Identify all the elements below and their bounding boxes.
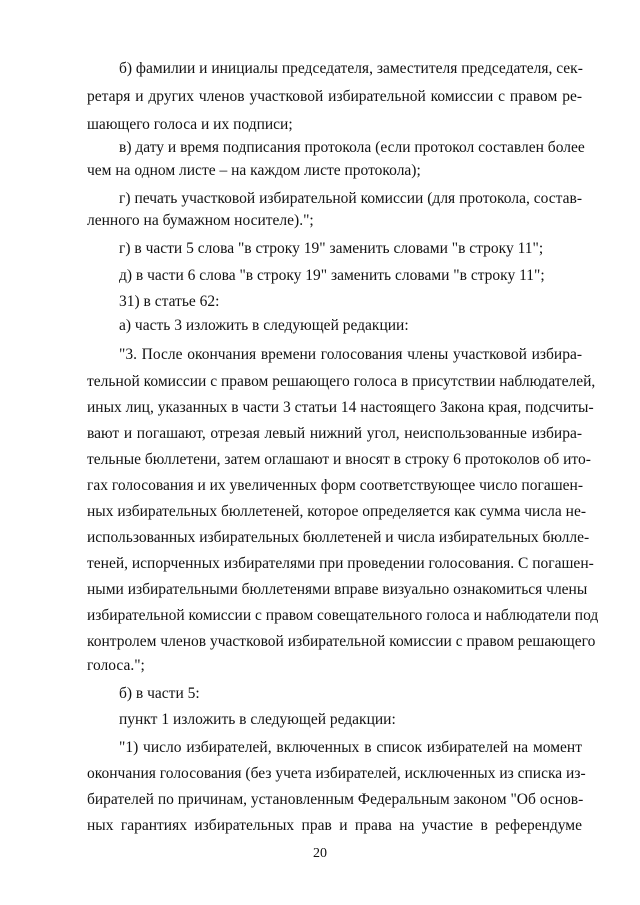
text-line: теней, испорченных избирателями при проведении голосования. С погашен- <box>87 555 594 572</box>
text-line: голоса."; <box>87 657 145 674</box>
text-line: "1) число избирателей, включенных в список избирателей на момент <box>119 739 582 756</box>
text-line: избирательной комиссии с правом совещательного голоса и наблюдатели под <box>87 607 599 624</box>
text-line: 31) в статье 62: <box>119 293 220 310</box>
text-line: окончания голосования (без учета избирателей, исключенных из списка из- <box>87 765 586 782</box>
text-line: д) в части 6 слова "в строку 19" заменить словами "в строку 11"; <box>119 267 545 284</box>
text-line: б) фамилии и инициалы председателя, заместителя председателя, сек- <box>119 60 583 77</box>
text-line: "3. После окончания времени голосования члены участковой избира- <box>119 346 582 363</box>
text-line: шающего голоса и их подписи; <box>87 116 293 133</box>
text-line: г) в части 5 слова "в строку 19" заменить словами "в строку 11"; <box>119 240 544 257</box>
text-line: а) часть 3 изложить в следующей редакции: <box>119 317 409 334</box>
text-line: тельные бюллетени, затем оглашают и вносят в строку 6 протоколов об ито- <box>87 451 591 468</box>
text-line: ных гарантиях избирательных прав и права на участие в референдуме <box>87 817 582 834</box>
text-line: г) печать участковой избирательной комиссии (для протокола, состав- <box>119 190 582 207</box>
text-line: вают и погашают, отрезая левый нижний угол, неиспользованные избира- <box>87 425 582 442</box>
text-line: гах голосования и их увеличенных форм соответствующее число погашен- <box>87 477 583 494</box>
text-line: пункт 1 изложить в следующей редакции: <box>119 711 396 728</box>
text-line: ных избирательных бюллетеней, которое определяется как сумма числа не- <box>87 503 586 520</box>
text-line: ретаря и других членов участковой избирательной комиссии с правом ре- <box>87 88 582 105</box>
text-line: ными избирательными бюллетенями вправе визуально ознакомиться члены <box>87 581 588 598</box>
page-number: 20 <box>313 846 327 861</box>
text-line: в) дату и время подписания протокола (если протокол составлен более <box>119 139 585 156</box>
text-line: использованных избирательных бюллетеней и числа избирательных бюлле- <box>87 529 590 546</box>
text-line: тельной комиссии с правом решающего голоса в присутствии наблюдателей, <box>87 373 596 390</box>
text-line: контролем членов участковой избирательной комиссии с правом решающего <box>87 633 596 650</box>
text-line: бирателей по причинам, установленным Федеральным законом "Об основ- <box>87 791 584 808</box>
text-line: иных лиц, указанных в части 3 статьи 14 настоящего Закона края, подсчиты- <box>87 399 594 416</box>
text-line: чем на одном листе – на каждом листе протокола); <box>87 162 421 179</box>
text-line: ленного на бумажном носителе)."; <box>87 212 314 229</box>
text-line: б) в части 5: <box>119 685 200 702</box>
